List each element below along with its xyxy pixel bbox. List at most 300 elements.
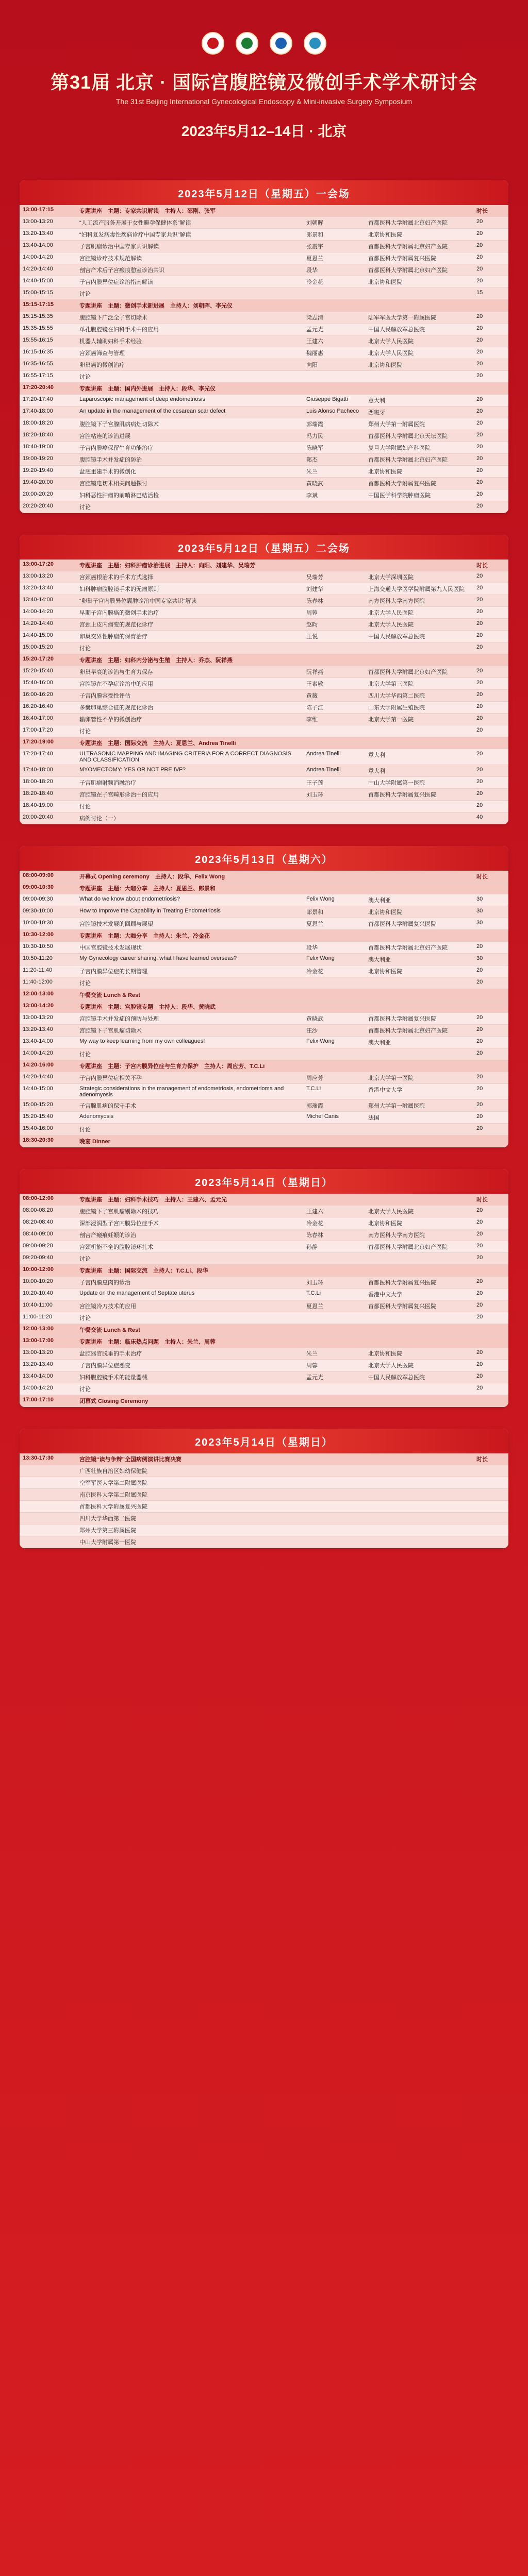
table-row xyxy=(20,489,508,501)
row-topic: 宫腔镜诊疗技术规范解读 xyxy=(76,252,303,264)
row-duration: 时长 xyxy=(473,871,508,883)
row-duration: 20 xyxy=(473,1371,508,1383)
row-speaker: Michel Canis xyxy=(303,1112,365,1124)
row-duration xyxy=(473,1324,508,1336)
row-time: 13:20-13:40 xyxy=(20,583,76,595)
table-row xyxy=(20,871,508,883)
row-duration: 20 xyxy=(473,678,508,690)
row-duration: 30 xyxy=(473,954,508,965)
table-row xyxy=(20,1217,508,1229)
row-speaker xyxy=(303,1536,365,1548)
row-affiliation xyxy=(365,737,473,749)
row-time: 12:00-13:00 xyxy=(20,989,76,1001)
row-affiliation: 中国人民解放军总医院 xyxy=(365,324,473,335)
row-affiliation: 首都医科大学附属北京天坛医院 xyxy=(365,430,473,442)
row-topic: 讨论 xyxy=(76,977,303,989)
row-duration: 20 xyxy=(473,1048,508,1060)
row-topic: 午餐交流 Lunch & Rest xyxy=(76,989,303,1001)
row-affiliation: 澳大利亚 xyxy=(365,954,473,965)
table-row xyxy=(20,666,508,678)
row-speaker xyxy=(303,371,365,383)
row-topic: 妇科恶性肿瘤的前哨淋巴结活检 xyxy=(76,489,303,501)
row-time: 13:40-14:00 xyxy=(20,595,76,607)
row-speaker: 黄晓武 xyxy=(303,1013,365,1025)
row-duration: 20 xyxy=(473,1100,508,1112)
row-topic: 讨论 xyxy=(76,725,303,737)
row-speaker: 周蓉 xyxy=(303,607,365,619)
logo-icon xyxy=(202,32,224,55)
row-affiliation xyxy=(365,205,473,217)
row-time: 15:00-15:20 xyxy=(20,642,76,654)
row-time: 09:00-10:30 xyxy=(20,883,76,894)
row-speaker: 黄晓武 xyxy=(303,478,365,489)
row-topic: 盆腔器官脱垂的手术治疗 xyxy=(76,1348,303,1360)
row-time: 15:40-16:00 xyxy=(20,1124,76,1136)
page-subtitle: The 31st Beijing International Gynecological Endoscopy & Mini-invasive Surgery Symposium xyxy=(116,97,412,106)
row-topic: 首都医科大学附属复兴医院 xyxy=(76,1501,303,1513)
table-row xyxy=(20,801,508,812)
row-time: 13:30-17:30 xyxy=(20,1453,76,1465)
row-speaker: 刘玉环 xyxy=(303,789,365,801)
row-speaker: 郑杰 xyxy=(303,454,365,466)
row-affiliation: 北京大学人民医院 xyxy=(365,619,473,631)
table-row xyxy=(20,571,508,583)
row-time: 16:00-16:20 xyxy=(20,690,76,702)
row-time xyxy=(20,1501,76,1513)
row-duration: 20 xyxy=(473,359,508,371)
row-duration: 20 xyxy=(473,241,508,252)
logo-row xyxy=(0,0,528,55)
row-speaker: 陈子江 xyxy=(303,702,365,714)
table-row xyxy=(20,466,508,478)
row-speaker xyxy=(303,737,365,749)
row-affiliation: 澳大利亚 xyxy=(365,894,473,906)
row-topic: 南京医科大学第二附属医院 xyxy=(76,1489,303,1501)
row-topic: 子宫内膜癌保留生育功能治疗 xyxy=(76,442,303,454)
row-duration: 20 xyxy=(473,965,508,977)
row-affiliation: 意大利 xyxy=(365,765,473,777)
table-row xyxy=(20,395,508,406)
row-topic: 腹腔镜下广泛全子宫切除术 xyxy=(76,312,303,324)
row-affiliation: 北京协和医院 xyxy=(365,1348,473,1360)
row-affiliation: 陆军军医大学第一附属医院 xyxy=(365,312,473,324)
row-speaker: 向阳 xyxy=(303,359,365,371)
row-duration: 时长 xyxy=(473,560,508,571)
row-duration: 20 xyxy=(473,1124,508,1136)
row-topic: 专题讲座 主题：国际交流 主持人：T.C.Li、段华 xyxy=(76,1265,303,1277)
row-affiliation xyxy=(365,642,473,654)
row-affiliation: 四川大学华西第二医院 xyxy=(365,690,473,702)
table-row xyxy=(20,1124,508,1136)
row-time: 20:20-20:40 xyxy=(20,501,76,513)
row-topic: 单孔腹腔镜在妇科手术中的应用 xyxy=(76,324,303,335)
row-topic: 专题讲座 主题：临床热点问题 主持人：朱兰、周蓉 xyxy=(76,1336,303,1348)
table-row xyxy=(20,288,508,300)
row-speaker xyxy=(303,1265,365,1277)
table-row xyxy=(20,678,508,690)
row-affiliation: 中国人民解放军总医院 xyxy=(365,1371,473,1383)
row-time: 13:00-13:20 xyxy=(20,571,76,583)
row-time: 15:15-15:35 xyxy=(20,312,76,324)
row-topic: An update in the management of the cesarean scar defect xyxy=(76,406,303,418)
table-row xyxy=(20,1001,508,1013)
row-affiliation: 北京大学人民医院 xyxy=(365,1360,473,1371)
row-duration: 20 xyxy=(473,977,508,989)
table-row xyxy=(20,1383,508,1395)
table-row xyxy=(20,1513,508,1524)
row-affiliation xyxy=(365,1536,473,1548)
row-speaker: 冷金花 xyxy=(303,965,365,977)
table-row xyxy=(20,942,508,954)
table-row xyxy=(20,1300,508,1312)
row-topic: 专题讲座 主题：妇科手术技巧 主持人：王建六、孟元光 xyxy=(76,1194,303,1206)
logo-icon xyxy=(304,32,326,55)
row-duration: 30 xyxy=(473,906,508,918)
row-topic: 宫腔镜在子宫畸形诊治中的应用 xyxy=(76,789,303,801)
row-affiliation xyxy=(365,1194,473,1206)
row-speaker: 王建六 xyxy=(303,335,365,347)
row-speaker xyxy=(303,654,365,666)
row-time: 13:00-13:20 xyxy=(20,1348,76,1360)
row-topic: 专题讲座 主题：子宫内膜异位症与生育力保护 主持人：周应芳、T.C.Li xyxy=(76,1060,303,1072)
row-affiliation: 意大利 xyxy=(365,395,473,406)
table-row xyxy=(20,383,508,395)
row-time: 13:00-14:20 xyxy=(20,1001,76,1013)
row-affiliation xyxy=(365,1136,473,1147)
row-affiliation xyxy=(365,300,473,312)
row-duration xyxy=(473,737,508,749)
row-topic: 盆底重建手术的微创化 xyxy=(76,466,303,478)
row-duration: 20 xyxy=(473,619,508,631)
schedule-section xyxy=(20,535,508,824)
table-row xyxy=(20,1013,508,1025)
row-speaker: 段华 xyxy=(303,264,365,276)
row-time: 15:20-17:20 xyxy=(20,654,76,666)
row-speaker: 孟元光 xyxy=(303,324,365,335)
table-row xyxy=(20,749,508,765)
row-affiliation xyxy=(365,501,473,513)
table-row xyxy=(20,702,508,714)
table-row xyxy=(20,359,508,371)
row-speaker xyxy=(303,1001,365,1013)
row-time: 20:00-20:20 xyxy=(20,489,76,501)
row-duration: 20 xyxy=(473,252,508,264)
row-time: 14:00-14:20 xyxy=(20,607,76,619)
table-row xyxy=(20,965,508,977)
row-time: 19:20-19:40 xyxy=(20,466,76,478)
table-row xyxy=(20,418,508,430)
row-affiliation xyxy=(365,1477,473,1489)
table-row xyxy=(20,1489,508,1501)
row-time: 10:30-12:00 xyxy=(20,930,76,942)
row-duration: 20 xyxy=(473,1013,508,1025)
row-topic: 讨论 xyxy=(76,1383,303,1395)
row-duration xyxy=(473,1465,508,1477)
table-row xyxy=(20,347,508,359)
row-affiliation: 首都医科大学附属北京妇产医院 xyxy=(365,942,473,954)
row-time: 13:40-14:00 xyxy=(20,1037,76,1048)
row-speaker: 黄薇 xyxy=(303,690,365,702)
page-title: 第31届 北京 · 国际宫腹腔镜及微创手术学术研讨会 xyxy=(50,72,478,93)
row-topic: 宫颈上皮内瘤变的规范化诊疗 xyxy=(76,619,303,631)
row-time: 13:00-17:15 xyxy=(20,205,76,217)
row-topic: 剖宫产瘢痕妊娠的诊治 xyxy=(76,1229,303,1241)
table-row xyxy=(20,335,508,347)
row-duration: 20 xyxy=(473,942,508,954)
row-affiliation xyxy=(365,1453,473,1465)
section-title: 2023年5月12日（星期五）二会场 xyxy=(20,535,508,560)
row-time: 17:40-18:00 xyxy=(20,765,76,777)
row-topic: 讨论 xyxy=(76,1312,303,1324)
row-topic: 专题讲座 主题：宫腔镜专题 主持人：段华、黄晓武 xyxy=(76,1001,303,1013)
row-topic: 子宫肌瘤诊治中国专家共识解读 xyxy=(76,241,303,252)
row-speaker: Felix Wong xyxy=(303,1037,365,1048)
row-duration: 20 xyxy=(473,430,508,442)
row-speaker xyxy=(303,1477,365,1489)
row-duration: 20 xyxy=(473,501,508,513)
row-affiliation xyxy=(365,1001,473,1013)
row-speaker xyxy=(303,1524,365,1536)
table-row xyxy=(20,1206,508,1217)
row-speaker: 周应芳 xyxy=(303,1072,365,1084)
row-topic: 讨论 xyxy=(76,288,303,300)
row-duration: 20 xyxy=(473,1084,508,1100)
row-speaker xyxy=(303,1194,365,1206)
row-time: 09:30-10:00 xyxy=(20,906,76,918)
row-topic: 输卵管性不孕的微创治疗 xyxy=(76,714,303,725)
row-time: 10:20-10:40 xyxy=(20,1289,76,1300)
row-duration: 20 xyxy=(473,466,508,478)
row-time xyxy=(20,1489,76,1501)
row-topic: My Gynecology career sharing: what I have learned overseas? xyxy=(76,954,303,965)
row-affiliation xyxy=(365,725,473,737)
row-speaker xyxy=(303,989,365,1001)
row-time: 09:00-09:20 xyxy=(20,1241,76,1253)
row-duration xyxy=(473,1536,508,1548)
row-duration: 20 xyxy=(473,765,508,777)
row-time: 17:00-17:20 xyxy=(20,725,76,737)
schedule-table xyxy=(20,1453,508,1548)
row-speaker: 孟元光 xyxy=(303,1371,365,1383)
row-duration: 20 xyxy=(473,1241,508,1253)
row-speaker: 陈晓军 xyxy=(303,442,365,454)
row-time: 16:35-16:55 xyxy=(20,359,76,371)
row-speaker xyxy=(303,725,365,737)
row-time: 11:00-11:20 xyxy=(20,1312,76,1324)
row-speaker: 夏恩兰 xyxy=(303,918,365,930)
row-topic: 广西壮族自治区妇幼保健院 xyxy=(76,1465,303,1477)
row-speaker: Felix Wong xyxy=(303,954,365,965)
row-affiliation: 北京协和医院 xyxy=(365,466,473,478)
row-duration: 20 xyxy=(473,454,508,466)
row-time: 14:00-14:20 xyxy=(20,252,76,264)
row-affiliation xyxy=(365,883,473,894)
row-topic: 宫腔镜手术并发症的预防与处理 xyxy=(76,1013,303,1025)
row-duration xyxy=(473,1001,508,1013)
row-duration: 20 xyxy=(473,442,508,454)
row-affiliation xyxy=(365,1336,473,1348)
header xyxy=(0,0,528,170)
row-speaker: 郭瑞霞 xyxy=(303,1100,365,1112)
row-speaker xyxy=(303,871,365,883)
row-topic: What do we know about endometriosis? xyxy=(76,894,303,906)
table-row xyxy=(20,642,508,654)
row-time xyxy=(20,1477,76,1489)
table-row xyxy=(20,252,508,264)
schedule-table xyxy=(20,1194,508,1407)
row-duration: 20 xyxy=(473,1312,508,1324)
row-duration: 20 xyxy=(473,1229,508,1241)
schedule-table xyxy=(20,560,508,824)
table-row xyxy=(20,1501,508,1513)
row-affiliation: 北京大学人民医院 xyxy=(365,1206,473,1217)
row-speaker: T.C.Li xyxy=(303,1084,365,1100)
table-row xyxy=(20,777,508,789)
table-row xyxy=(20,619,508,631)
row-time: 15:00-15:20 xyxy=(20,1100,76,1112)
row-speaker xyxy=(303,1489,365,1501)
schedule-section xyxy=(20,1169,508,1407)
row-speaker xyxy=(303,205,365,217)
row-time: 16:20-16:40 xyxy=(20,702,76,714)
row-topic: 专题讲座 主题：专家共识解读 主持人：邵刚、张军 xyxy=(76,205,303,217)
row-duration: 20 xyxy=(473,335,508,347)
row-time: 14:20-14:40 xyxy=(20,264,76,276)
row-speaker xyxy=(303,1124,365,1136)
row-topic: Adenomyosis xyxy=(76,1112,303,1124)
row-duration xyxy=(473,1513,508,1524)
table-row xyxy=(20,1253,508,1265)
row-topic: 讨论 xyxy=(76,642,303,654)
row-time: 18:20-18:40 xyxy=(20,789,76,801)
row-time: 14:40-15:00 xyxy=(20,276,76,288)
table-row xyxy=(20,883,508,894)
row-duration: 20 xyxy=(473,1300,508,1312)
table-row xyxy=(20,1324,508,1336)
table-row xyxy=(20,977,508,989)
row-affiliation: 中国人民解放军总医院 xyxy=(365,631,473,642)
row-time: 10:00-10:30 xyxy=(20,918,76,930)
row-duration: 20 xyxy=(473,229,508,241)
row-topic: Update on the management of Septate uterus xyxy=(76,1289,303,1300)
row-time xyxy=(20,1536,76,1548)
row-duration: 20 xyxy=(473,666,508,678)
row-duration xyxy=(473,1265,508,1277)
row-speaker: Giuseppe Bigatti xyxy=(303,395,365,406)
row-topic: 子宫内膜异位症相关不孕 xyxy=(76,1072,303,1084)
table-row xyxy=(20,1112,508,1124)
row-time: 18:30-20:30 xyxy=(20,1136,76,1147)
row-topic: 讨论 xyxy=(76,501,303,513)
row-speaker xyxy=(303,1336,365,1348)
row-speaker: 郭瑞霞 xyxy=(303,418,365,430)
row-duration: 20 xyxy=(473,1360,508,1371)
row-duration: 20 xyxy=(473,1348,508,1360)
row-affiliation: 首都医科大学附属北京妇产医院 xyxy=(365,666,473,678)
row-affiliation xyxy=(365,1324,473,1336)
row-affiliation xyxy=(365,812,473,824)
table-row xyxy=(20,737,508,749)
row-speaker xyxy=(303,383,365,395)
table-row xyxy=(20,954,508,965)
table-row xyxy=(20,930,508,942)
row-duration: 20 xyxy=(473,702,508,714)
row-topic: 宫颈癌根治术的手术方式选择 xyxy=(76,571,303,583)
row-time: 10:00-10:20 xyxy=(20,1277,76,1289)
row-duration: 20 xyxy=(473,1383,508,1395)
table-row xyxy=(20,229,508,241)
row-speaker: 朱兰 xyxy=(303,466,365,478)
row-topic: 开幕式 Opening ceremony 主持人：段华、Felix Wong xyxy=(76,871,303,883)
table-row xyxy=(20,312,508,324)
row-speaker: 王子莲 xyxy=(303,777,365,789)
row-topic: 病例讨论（一） xyxy=(76,812,303,824)
row-time: 08:00-12:00 xyxy=(20,1194,76,1206)
row-time: 15:00-15:15 xyxy=(20,288,76,300)
table-row xyxy=(20,1289,508,1300)
row-time: 20:00-20:40 xyxy=(20,812,76,824)
row-time: 14:20-14:40 xyxy=(20,1072,76,1084)
row-time: 17:20-17:40 xyxy=(20,395,76,406)
row-affiliation xyxy=(365,871,473,883)
row-duration: 40 xyxy=(473,812,508,824)
table-row xyxy=(20,607,508,619)
row-topic: 午餐交流 Lunch & Rest xyxy=(76,1324,303,1336)
row-topic: Laparoscopic management of deep endometriosis xyxy=(76,395,303,406)
row-duration: 20 xyxy=(473,690,508,702)
row-duration xyxy=(473,1489,508,1501)
section-title: 2023年5月12日（星期五）一会场 xyxy=(20,180,508,205)
row-affiliation xyxy=(365,1048,473,1060)
row-speaker xyxy=(303,288,365,300)
row-topic: 郑州大学第三附属医院 xyxy=(76,1524,303,1536)
row-time: 16:15-16:35 xyxy=(20,347,76,359)
row-time: 13:20-13:40 xyxy=(20,229,76,241)
table-row xyxy=(20,478,508,489)
row-speaker: Andrea Tinelli xyxy=(303,749,365,765)
row-speaker: 王素敏 xyxy=(303,678,365,690)
row-speaker: 阮祥燕 xyxy=(303,666,365,678)
table-row xyxy=(20,371,508,383)
row-speaker: 陈春林 xyxy=(303,595,365,607)
row-topic: 子宫内膜异位症诊治指南解读 xyxy=(76,276,303,288)
table-row xyxy=(20,1060,508,1072)
row-time: 15:35-15:55 xyxy=(20,324,76,335)
row-time: 15:40-16:00 xyxy=(20,678,76,690)
row-duration: 20 xyxy=(473,714,508,725)
row-speaker: 张震宇 xyxy=(303,241,365,252)
table-row xyxy=(20,501,508,513)
row-topic: 讨论 xyxy=(76,1253,303,1265)
row-time: 17:20-17:40 xyxy=(20,749,76,765)
row-duration: 20 xyxy=(473,725,508,737)
row-topic: “人工流产服务开展于女性避孕保健体系”解读 xyxy=(76,217,303,229)
row-affiliation: 首都医科大学附属复兴医院 xyxy=(365,789,473,801)
row-duration: 20 xyxy=(473,1206,508,1217)
row-speaker xyxy=(303,977,365,989)
row-time: 13:00-13:20 xyxy=(20,1013,76,1025)
row-topic: 专题讲座 主题：大咖分享 主持人：朱兰、冷金花 xyxy=(76,930,303,942)
row-time: 17:40-18:00 xyxy=(20,406,76,418)
row-topic: 专题讲座 主题：妇科肿瘤诊治进展 主持人：向阳、刘建华、吴瑞芳 xyxy=(76,560,303,571)
row-time: 17:20-20:40 xyxy=(20,383,76,395)
row-affiliation: 首都医科大学附属北京妇产医院 xyxy=(365,241,473,252)
row-time: 13:00-13:20 xyxy=(20,217,76,229)
row-time: 09:00-09:30 xyxy=(20,894,76,906)
row-duration: 20 xyxy=(473,749,508,765)
table-row xyxy=(20,690,508,702)
row-topic: 讨论 xyxy=(76,1048,303,1060)
